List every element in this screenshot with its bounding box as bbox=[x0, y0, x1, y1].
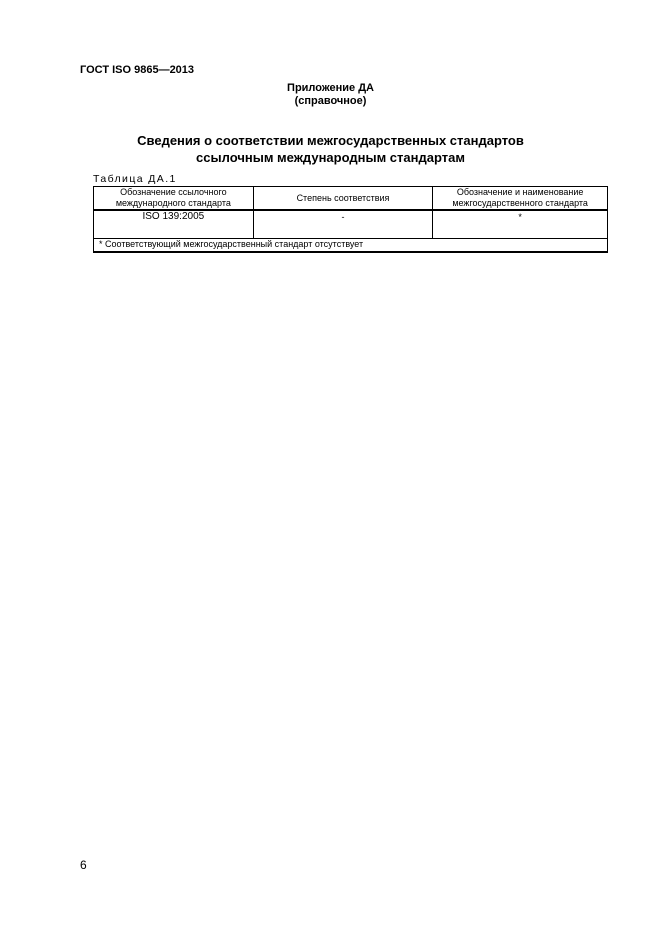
document-code: ГОСТ ISO 9865—2013 bbox=[80, 64, 195, 76]
table-header-row bbox=[94, 187, 608, 211]
header-text: международного стандарта bbox=[115, 197, 231, 208]
page-number: 6 bbox=[80, 858, 87, 872]
section-title-line-2: ссылочным международным стандартам bbox=[196, 150, 465, 165]
correspondence-table bbox=[93, 186, 608, 253]
appendix-subtitle: (справочное) bbox=[294, 95, 367, 107]
table-footnote: * Соответствующий межгосударственный стандарт отсутствует bbox=[94, 239, 608, 253]
section-title-line-1: Сведения о соответствии межгосударственных стандартов bbox=[137, 133, 524, 148]
table-label: Таблица ДА.1 bbox=[93, 173, 177, 185]
section-title bbox=[0, 132, 661, 166]
cell-interstate-standard: * bbox=[433, 210, 608, 239]
cell-reference-standard: ISO 139:2005 bbox=[94, 210, 254, 239]
appendix-title: Приложение ДА bbox=[287, 82, 374, 94]
header-text: Обозначение и наименование bbox=[456, 187, 584, 197]
table-footnote-row bbox=[94, 239, 608, 253]
cell-degree: - bbox=[253, 210, 433, 239]
table-row bbox=[94, 210, 608, 239]
header-degree-of-correspondence: Степень соответствия bbox=[253, 187, 433, 211]
header-text: Обозначение ссылочного bbox=[120, 187, 227, 197]
appendix-heading bbox=[0, 82, 661, 108]
header-text: межгосударственного стандарта bbox=[452, 197, 588, 208]
header-reference-standard bbox=[94, 187, 254, 211]
header-interstate-standard bbox=[433, 187, 608, 211]
